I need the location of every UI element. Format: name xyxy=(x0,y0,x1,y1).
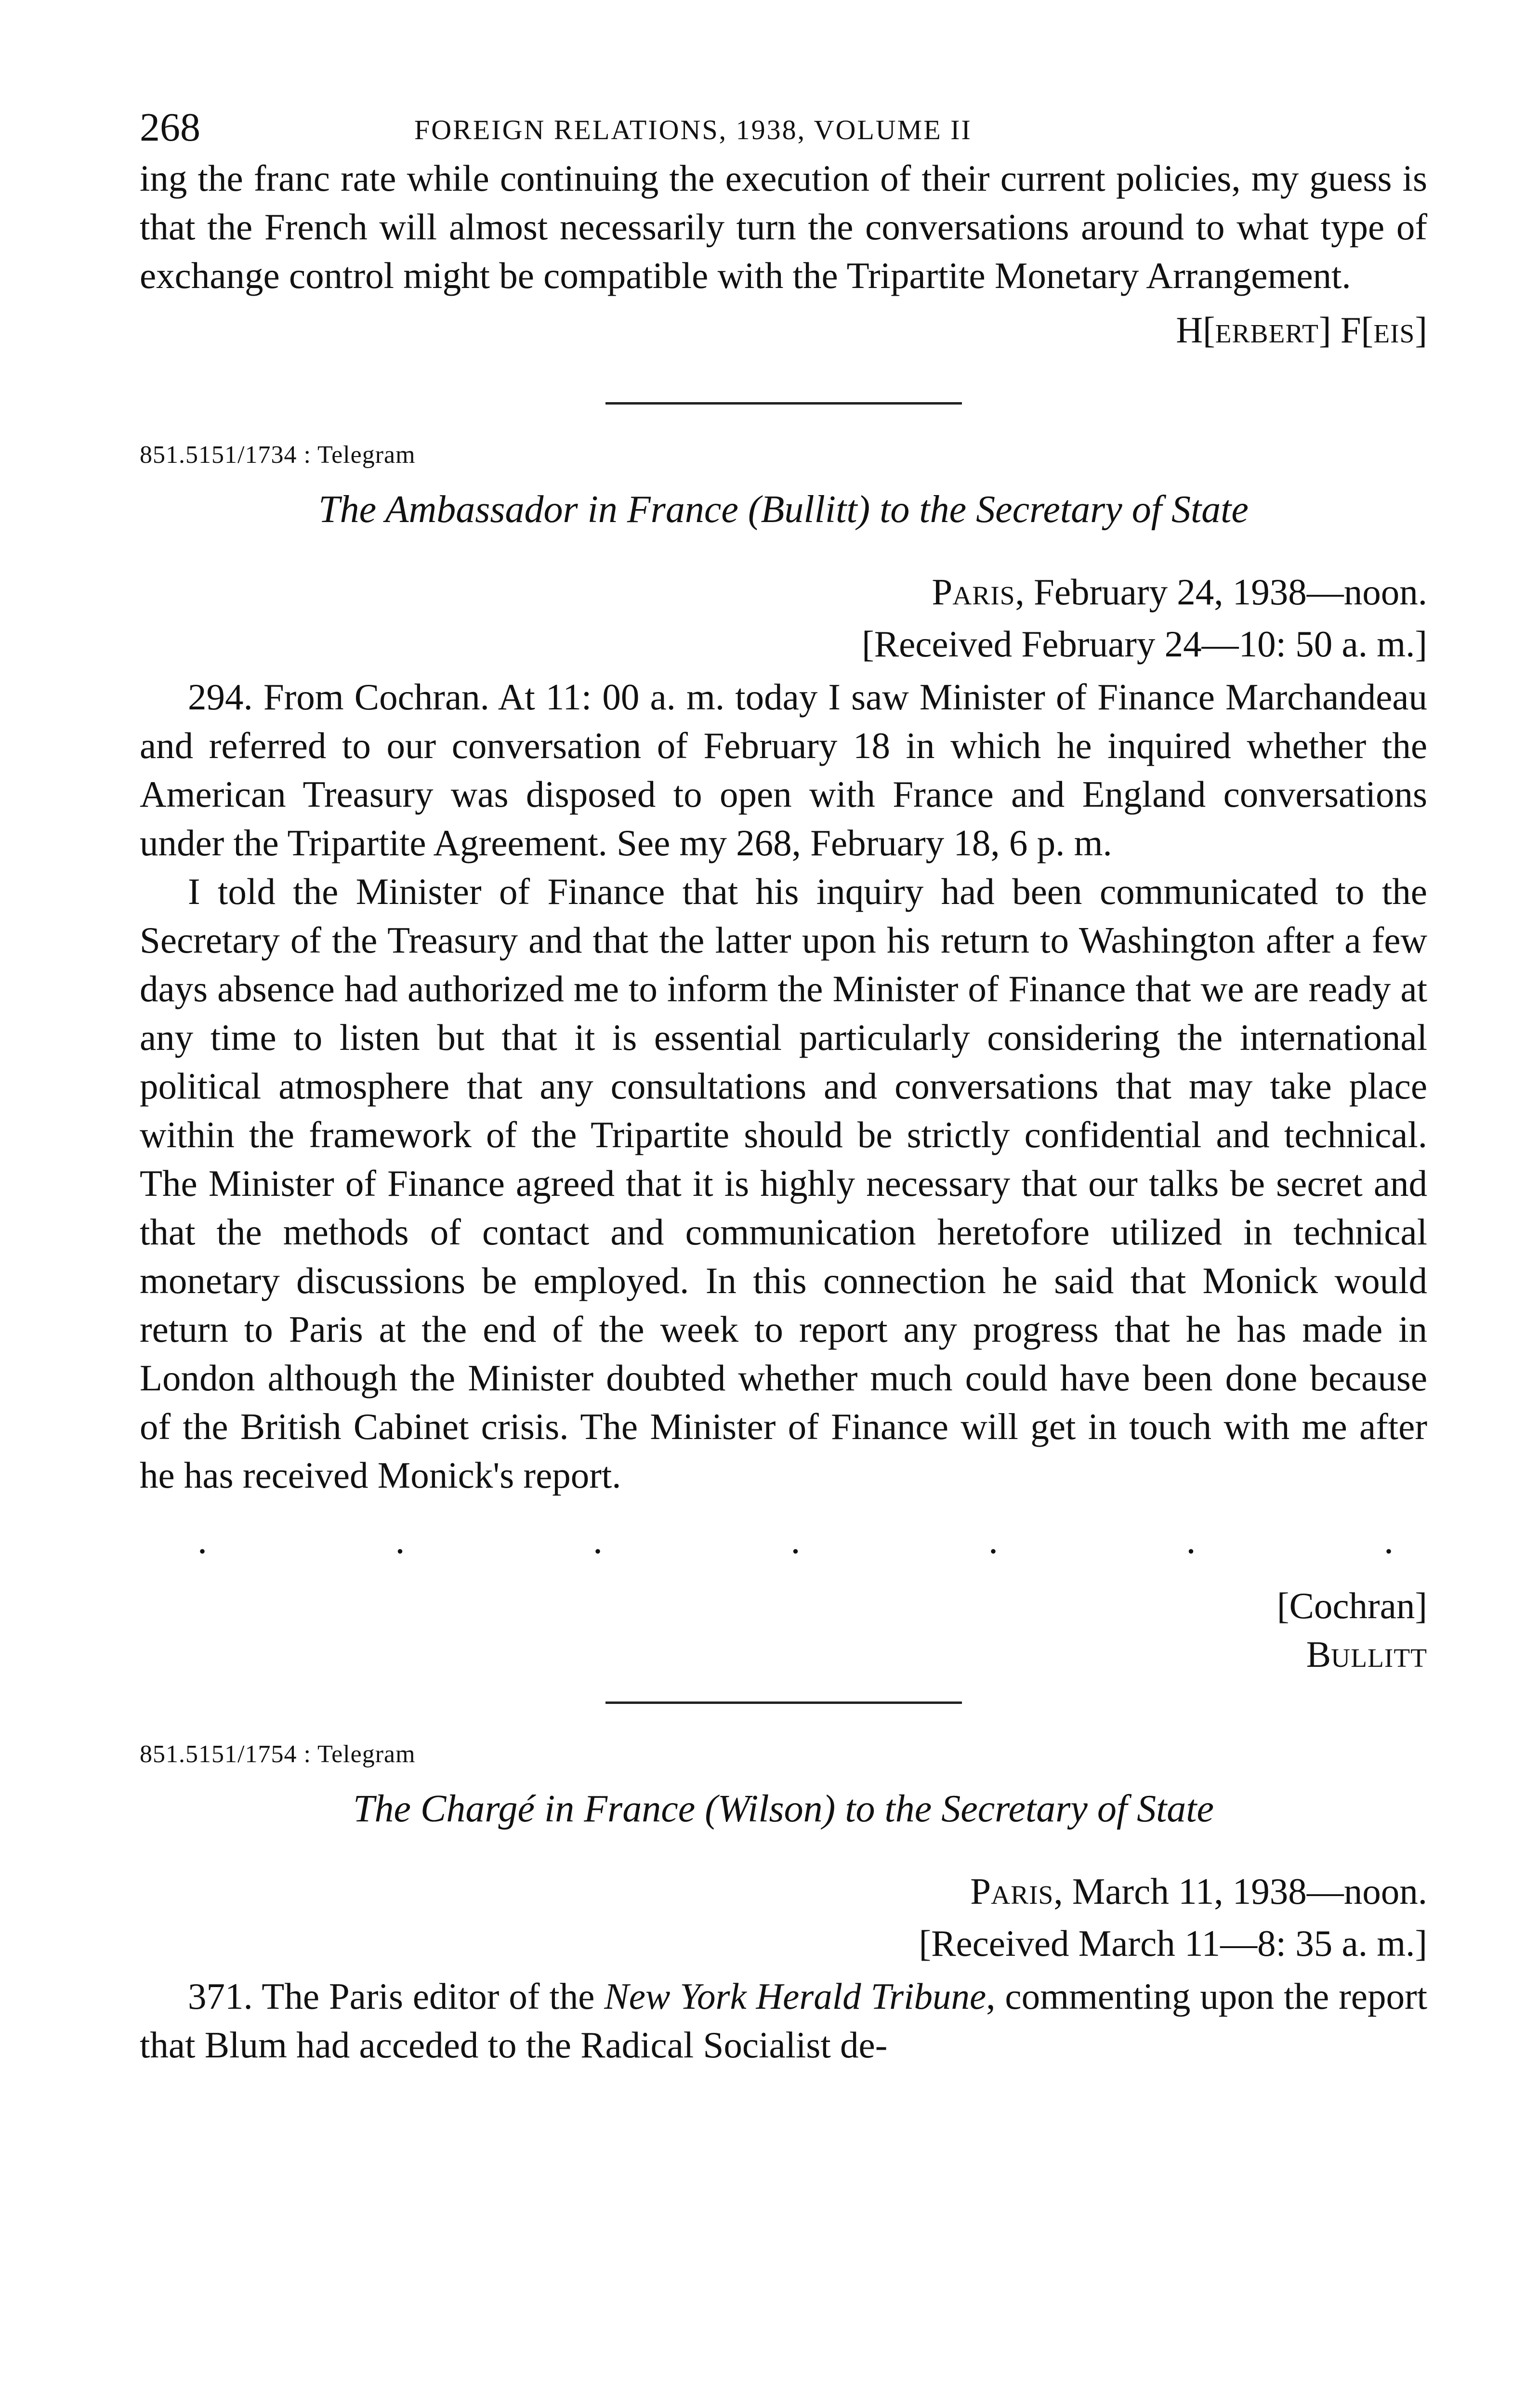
received-line: [Received March 11—8: 35 a. m.] xyxy=(919,1923,1427,1964)
signature-feis: H[ERBERT] F[EIS] xyxy=(1176,309,1427,351)
signature-bullitt: BULLITT xyxy=(1306,1634,1427,1675)
dateline: PARIS, March 11, 1938—noon. xyxy=(970,1871,1427,1912)
dateline: PARIS, February 24, 1938—noon. xyxy=(932,571,1427,613)
section-divider xyxy=(605,402,962,405)
omission-dot: . xyxy=(790,1519,801,1562)
received-line: [Received February 24—10: 50 a. m.] xyxy=(862,623,1427,665)
file-reference: 851.5151/1734 : Telegram xyxy=(140,441,416,469)
omission-dot: . xyxy=(197,1519,207,1562)
omission-dot: . xyxy=(1186,1519,1196,1562)
bracket-signature: [Cochran] xyxy=(1276,1585,1427,1626)
omission-dot: . xyxy=(395,1519,405,1562)
document-title: The Chargé in France (Wilson) to the Secretary of State xyxy=(353,1788,1214,1830)
section-divider xyxy=(605,1701,962,1704)
omission-dots xyxy=(140,1519,1427,1562)
body-paragraph: 371. The Paris editor of the New York Herald Tribune, commenting upon the report that Blum had acceded to the Radical Socialist de- xyxy=(140,1976,1427,2066)
page-header xyxy=(140,101,1427,154)
continuation-paragraph: ing the franc rate while continuing the execution of their current policies, my guess is that the French will almost necessarily turn the conversations around to what type of exchange control might be compatible with the Tripartite Monetary Arrangement. xyxy=(140,157,1427,296)
omission-dot: . xyxy=(1384,1519,1394,1562)
newspaper-title: New York Herald Tribune xyxy=(604,1976,987,2017)
body-paragraph: I told the Minister of Finance that his inquiry had been communicated to the Secretary of the Treasury and that the latter upon his return to Washington after a few days absence had authorized me to inform the Minister of Finance that we are ready at any time to listen but that it is essential particularly considering the international political atmosphere that any consultations and conversations that may take place within the framework of the Tripartite should be strictly confidential and technical. The Minister of Finance agreed that it is highly necessary that our talks be secret and that the methods of contact and communication heretofore utilized in technical monetary discussions be employed. In this connection he said that Monick would return to Paris at the end of the week to report any progress that he has made in London although the Minister doubted whether much could have been done because of the British Cabinet crisis. The Minister of Finance will get in touch with me after he has received Monick's report. xyxy=(140,871,1427,1496)
file-reference: 851.5151/1754 : Telegram xyxy=(140,1741,416,1768)
omission-dot: . xyxy=(593,1519,603,1562)
omission-dot: . xyxy=(988,1519,998,1562)
body-paragraph: 294. From Cochran. At 11: 00 a. m. today I saw Minister of Finance Marchandeau and referred to our conversation of February 18 in which he inquired whether the American Treasury was disposed to open with France and England conversations under the Tripartite Agreement. See my 268, February 18, 6 p. m. xyxy=(140,676,1427,864)
page-number: 268 xyxy=(140,105,200,150)
running-head: FOREIGN RELATIONS, 1938, VOLUME II xyxy=(414,114,972,145)
document-title: The Ambassador in France (Bullitt) to the Secretary of State xyxy=(318,488,1249,531)
